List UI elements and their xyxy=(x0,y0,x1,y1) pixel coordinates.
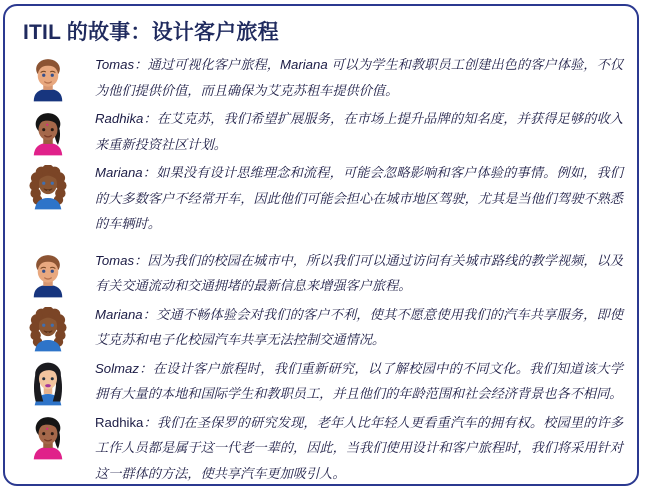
dialogue-entry xyxy=(27,52,623,103)
speech-text: 通过可视化客户旅程，Mariana 可以为学生和教职员工创建出色的客户体验，不仅为他们提供价值，而且确保为艾克苏租车提供价值。 xyxy=(95,57,624,98)
avatar-tomas xyxy=(29,253,67,298)
dialogue-entry xyxy=(27,410,623,487)
speaker-name: Tomas xyxy=(95,252,135,268)
speaker-name: Mariana xyxy=(95,306,143,322)
speaker-name: Solmaz xyxy=(95,360,139,376)
speech xyxy=(95,52,623,103)
speaker-name: Tomas xyxy=(95,57,135,72)
page-title: ITIL 的故事：设计客户旅程 xyxy=(23,21,279,44)
speech-text: 在艾克苏，我们希望扩展服务，在市场上提升品牌的知名度，并获得足够的收入来重新投资社区计划。 xyxy=(95,111,624,152)
colon-separator: ： xyxy=(143,111,157,126)
speech xyxy=(95,410,623,487)
colon-separator: ： xyxy=(134,57,148,72)
speech-text: 如果没有设计思维理念和流程，可能会忽略影响和客户体验的事情。例如，我们的大多数客户不经常开车，因此他们可能会担心在城市地区驾驶，尤其是当他们驾驶不熟悉的车辆时。 xyxy=(95,165,623,231)
avatar-mariana xyxy=(29,165,67,210)
avatar-radhika xyxy=(29,111,67,156)
avatar-mariana xyxy=(29,307,67,352)
speech xyxy=(95,356,623,407)
avatar-tomas xyxy=(29,57,67,102)
speech xyxy=(95,106,623,157)
dialogue-entry xyxy=(27,106,623,157)
speech-text: 我们在圣保罗的研究发现，老年人比年轻人更看重汽车的拥有权。校园里的许多工作人员都是属于这一代老一辈的，因此，当我们使用设计和客户旅程时，我们将采用针对这一群体的方法，使共享汽车更加吸引人。 xyxy=(95,414,624,481)
speech xyxy=(95,302,623,353)
speaker-name: Radhika xyxy=(95,414,144,430)
dialogue-entry xyxy=(27,160,623,237)
avatar-solmaz xyxy=(29,361,67,406)
dialogue-entry xyxy=(27,356,623,407)
speech xyxy=(95,160,623,237)
speech-text: 在设计客户旅程时，我们重新研究，以了解校园中的不同文化。我们知道该大学拥有大量的本地和国际学生和教职员工，并且他们的年龄范围和社会经济背景也各不相同。 xyxy=(95,360,623,401)
colon-separator: ： xyxy=(142,306,157,322)
story-card xyxy=(3,4,639,486)
dialogue-list xyxy=(27,52,623,486)
dialogue-entry xyxy=(27,302,623,353)
speech-text: 因为我们的校园在城市中，所以我们可以通过访问有关城市路线的教学视频，以及有关交通流动和交通拥堵的最新信息来增强客户旅程。 xyxy=(95,252,624,293)
colon-separator: ： xyxy=(142,165,157,180)
speech-text: 交通不畅体验会对我们的客户不利，使其不愿意使用我们的汽车共享服务，即使艾克苏和电子化校园汽车共享无法控制交通情况。 xyxy=(95,306,623,347)
avatar-radhika xyxy=(29,415,67,460)
speech xyxy=(95,248,623,299)
colon-separator: ： xyxy=(143,414,157,430)
dialogue-entry xyxy=(27,248,623,299)
speaker-name: Radhika xyxy=(95,111,144,126)
colon-separator: ： xyxy=(134,252,148,268)
colon-separator: ： xyxy=(138,360,153,376)
speaker-name: Mariana xyxy=(95,165,143,180)
